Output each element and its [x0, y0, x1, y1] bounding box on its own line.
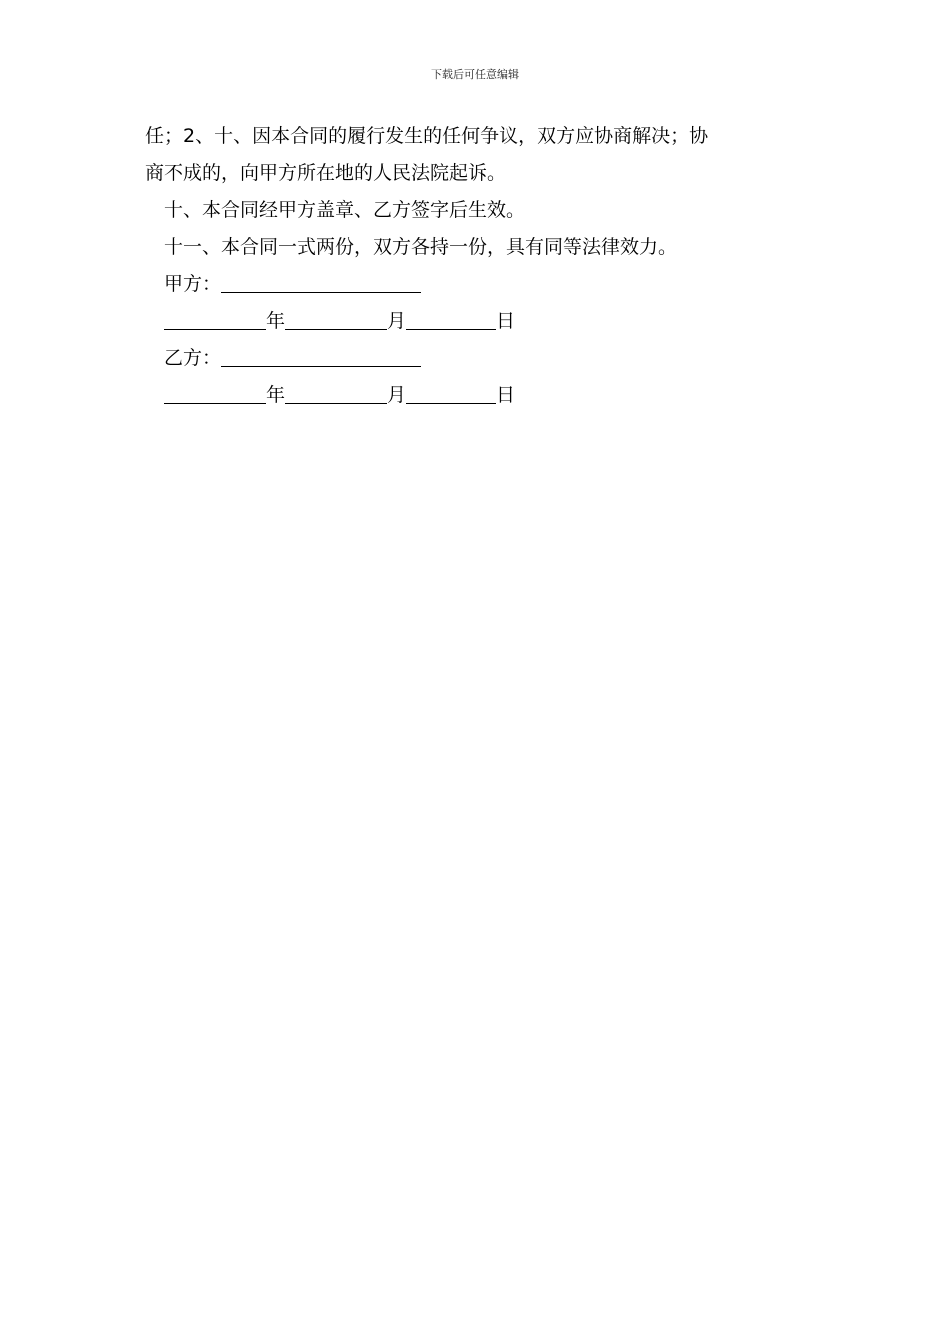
party-b-signature-blank[interactable]: [221, 346, 421, 367]
party-a-year-blank[interactable]: [164, 309, 266, 330]
party-a-day-blank[interactable]: [406, 309, 496, 330]
day-unit: 日: [496, 384, 516, 406]
contract-body: [145, 118, 810, 414]
party-b-label: 乙方：: [164, 347, 222, 369]
party-b-date-row: [145, 377, 810, 414]
year-unit: 年: [266, 384, 286, 406]
party-a-signature-row: [145, 266, 810, 303]
page-header: 下载后可任意编辑: [431, 68, 519, 81]
year-unit: 年: [266, 310, 286, 332]
party-b-year-blank[interactable]: [164, 383, 266, 404]
clause-dispute-line-2: 商不成的，向甲方所在地的人民法院起诉。: [145, 162, 507, 184]
party-a-signature-blank[interactable]: [221, 272, 421, 293]
party-b-day-blank[interactable]: [406, 383, 496, 404]
clause-effective: 十、本合同经甲方盖章、乙方签字后生效。: [164, 199, 526, 221]
day-unit: 日: [496, 310, 516, 332]
clause-dispute-line-1: 任；2、十、因本合同的履行发生的任何争议，双方应协商解决；协: [145, 125, 709, 147]
party-b-month-blank[interactable]: [285, 383, 387, 404]
party-a-label: 甲方：: [164, 273, 222, 295]
month-unit: 月: [387, 384, 407, 406]
party-a-date-row: [145, 303, 810, 340]
party-a-month-blank[interactable]: [285, 309, 387, 330]
clause-copies: 十一、本合同一式两份，双方各持一份，具有同等法律效力。: [164, 236, 678, 258]
month-unit: 月: [387, 310, 407, 332]
party-b-signature-row: [145, 340, 810, 377]
